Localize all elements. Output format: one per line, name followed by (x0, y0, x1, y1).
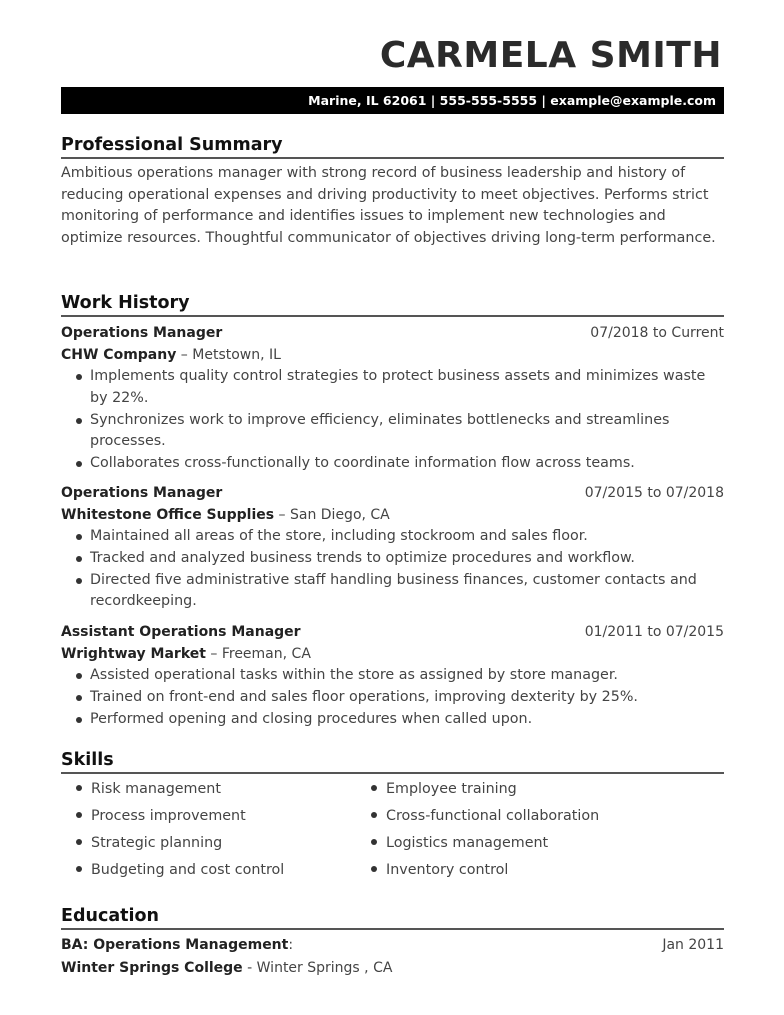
section-title-work: Work History (61, 293, 190, 313)
bullet-icon (76, 717, 82, 723)
company-name: CHW Company (61, 347, 177, 363)
skill-text: Budgeting and cost control (91, 862, 285, 878)
list-item (61, 453, 724, 475)
degree-name: BA: Operations Management (61, 937, 289, 953)
bullet-text: Maintained all areas of the store, including stockroom and sales floor. (90, 528, 588, 544)
bullet-icon (76, 418, 82, 424)
section-title-education: Education (61, 906, 159, 926)
bullet-text: Implements quality control strategies to protect business assets and minimizes waste by 22%. (90, 368, 706, 406)
skill-item (76, 860, 284, 880)
list-item (61, 410, 724, 454)
section-rule (61, 315, 724, 317)
skill-text: Process improvement (91, 808, 246, 824)
skill-item (371, 860, 508, 880)
list-item (61, 366, 724, 410)
skill-text: Risk management (91, 781, 221, 797)
skill-text: Inventory control (386, 862, 509, 878)
name-first: CARMELA (379, 35, 577, 76)
bullet-icon (76, 461, 82, 467)
education-date: Jan 2011 (662, 937, 724, 953)
name-last: SMITH (589, 35, 722, 76)
bullet-icon (371, 839, 377, 845)
bullet-text: Synchronizes work to improve efficiency, eliminates bottlenecks and streamlines processes. (90, 411, 670, 450)
list-item (61, 687, 724, 709)
summary-text: Ambitious operations manager with strong record of business leadership and history of reducing operational expenses and driving productivity to meet objectives. Performs strict monitoring of performance and identifies issues to implement new technologies and optimize resources. Thoughtful communicator of objectives driving long-term performance. (61, 165, 716, 247)
school-name: Winter Springs College (61, 960, 243, 976)
section-title-skills: Skills (61, 750, 114, 770)
bullet-icon (76, 556, 82, 562)
skill-text: Strategic planning (91, 835, 223, 851)
bullet-text: Performed opening and closing procedures when called upon. (90, 710, 533, 727)
skill-item (371, 806, 599, 826)
skill-text: Logistics management (386, 835, 549, 851)
section-title-summary: Professional Summary (61, 135, 283, 155)
skill-item (76, 806, 246, 826)
section-rule (61, 772, 724, 774)
candidate-name (380, 34, 722, 78)
bullet-icon (76, 866, 82, 872)
job-company (61, 644, 311, 664)
job-title: Operations Manager (61, 485, 223, 501)
job-title: Assistant Operations Manager (61, 624, 301, 640)
bullet-icon (371, 866, 377, 872)
bullet-text: Assisted operational tasks within the store as assigned by store manager. (90, 667, 618, 683)
bullet-icon (76, 374, 82, 380)
bullet-text: Directed five administrative staff handling business finances, customer contacts and recordkeeping. (90, 571, 697, 610)
degree-suffix: : (288, 937, 294, 953)
bullet-icon (76, 534, 82, 540)
skill-item (371, 833, 548, 853)
bullet-text: Collaborates cross-functionally to coordinate information flow across teams. (90, 455, 635, 472)
skill-item (76, 779, 221, 799)
job-bullets (61, 366, 724, 475)
skill-item (371, 779, 517, 799)
company-name: Whitestone Office Supplies (61, 507, 275, 523)
section-rule (61, 928, 724, 930)
bullet-text: Trained on front-end and sales floor operations, improving dexterity by 25%. (90, 688, 638, 705)
job-title: Operations Manager (61, 325, 223, 341)
bullet-icon (371, 812, 377, 818)
company-location: – Metstown, IL (176, 347, 281, 363)
job-company (61, 345, 281, 365)
section-rule (61, 157, 724, 159)
skill-text: Cross-functional collaboration (386, 808, 600, 824)
job-bullets (61, 526, 724, 613)
skill-item (76, 833, 222, 853)
job-dates: 07/2015 to 07/2018 (584, 485, 724, 501)
skill-text: Employee training (386, 781, 517, 797)
list-item (61, 548, 724, 570)
list-item (61, 709, 724, 731)
contact-bar: Marine, IL 62061 | 555-555-5555 | example@example.com (61, 87, 724, 114)
company-name: Wrightway Market (61, 646, 206, 662)
bullet-text: Tracked and analyzed business trends to optimize procedures and workflow. (90, 549, 635, 566)
school-location: - Winter Springs , CA (242, 960, 393, 976)
education-degree (61, 935, 293, 955)
bullet-icon (76, 673, 82, 679)
bullet-icon (371, 785, 377, 791)
bullet-icon (76, 785, 82, 791)
list-item (61, 665, 724, 687)
job-company (61, 505, 390, 525)
job-dates: 01/2011 to 07/2015 (584, 624, 724, 640)
job-bullets (61, 665, 724, 730)
company-location: – Freeman, CA (205, 646, 311, 662)
bullet-icon (76, 578, 82, 584)
bullet-icon (76, 695, 82, 701)
bullet-icon (76, 812, 82, 818)
job-dates: 07/2018 to Current (590, 325, 724, 341)
bullet-icon (76, 839, 82, 845)
list-item (61, 526, 724, 548)
company-location: – San Diego, CA (274, 507, 390, 523)
education-school (61, 958, 392, 978)
list-item (61, 570, 724, 614)
